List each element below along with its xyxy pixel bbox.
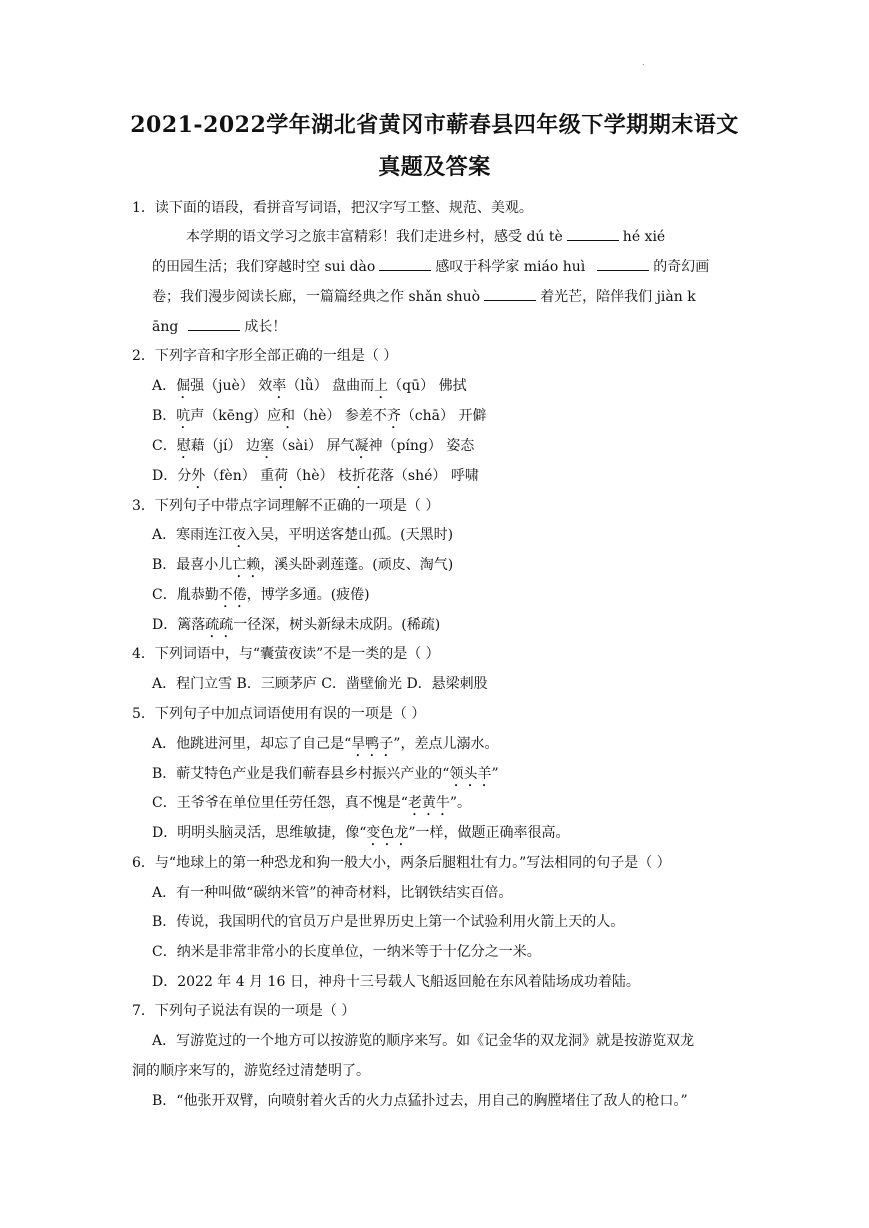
q7-stem: 7．下列句子说法有误的一项是（ ） [132,1003,356,1019]
q5-stem: 5．下列句子中加点词语使用有误的一项是（ ） [132,706,426,722]
q1-text-line1 [186,227,665,247]
q1-text: 的奇幻画 [653,259,710,275]
dotted-char: 不倦 [218,587,247,603]
option-text: B．蕲艾特色产业是我们蕲春县乡村振兴产业的“ [152,766,450,782]
option-text: （hè） 参差不 [295,408,387,424]
option-text: C．王爷爷在单位里任劳任怨，真不愧是“ [152,795,408,811]
q1-text: 本学期的语文学习之旅丰富精彩！我们走进乡村，感受 dú tè [186,229,563,245]
q1-text: 的田园生活；我们穿越时空 sui dào [152,259,376,275]
dotted-char: 折 [351,468,366,484]
option-text: ” [491,766,499,782]
option-text: （hè） 枝 [288,468,352,484]
q4-options: A．程门立雪 B．三顾茅庐 C．凿壁偷光 D．悬梁刺股 [152,676,488,692]
option-text: A．寒雨连江 [152,527,233,543]
option-text: ”。 [449,795,472,811]
option-text: D．明明头脑灵活，思维敏捷，像“ [152,825,367,841]
option-text: C． [152,438,177,454]
q2-option-c [152,436,474,462]
q4-stem: 4．下列词语中，与“囊萤夜读”不是一类的是（ ） [132,646,440,662]
dotted-char: 率 [272,378,287,394]
q1-stem: 1．读下面的语段，看拼音写词语，把汉字写工整、规范、美观。 [132,200,533,216]
option-text: （sài） 屏气 [274,438,355,454]
q1-text: 感叹于科学家 miáo huì [435,259,586,275]
option-text: 声（kēng）应 [190,408,282,424]
option-text: （chā） 开僻 [400,408,487,424]
dotted-char: 凝 [354,438,369,454]
q3-option-b [152,555,453,581]
option-text: C．胤恭勤 [152,587,219,603]
option-text: ”，差点儿溺水。 [393,736,499,752]
q5-option-b [152,764,499,790]
answer-blank[interactable] [567,228,619,241]
q1-text-line4 [152,317,286,337]
dotted-char: 和 [281,408,296,424]
q6-option-b: B．传说，我国明代的官员万户是世界历史上第一个试验利用火箭上天的人。 [152,914,625,930]
dotted-char: 荷 [274,468,289,484]
answer-blank[interactable] [188,318,240,331]
option-text: 神（píng） 姿态 [368,438,475,454]
dotted-char: 疏疏 [205,617,234,633]
dotted-char: 夜 [232,527,247,543]
q3-option-a [152,525,453,551]
option-text: A． [152,378,177,394]
dotted-char: 亡赖 [232,557,261,573]
dotted-char: 变色龙 [366,825,409,841]
option-text: 强（juè） 效 [190,378,273,394]
q2-option-b [152,406,486,432]
option-text: ”一样，做题正确率很高。 [408,825,570,841]
option-text: （qū） 佛拭 [388,378,467,394]
q3-stem: 3．下列句子中带点字词理解不正确的一项是（ ） [132,498,440,514]
q6-option-d: D．2022 年 4 月 16 日，神舟十三号载人飞船返回舱在东风着陆场成功着陆。 [152,974,640,990]
q1-text: 成长！ [244,319,287,335]
q7-option-b: B．“他张开双臂，向喷射着火舌的火力点猛扑过去，用自己的胸膛堵住了敌人的枪口。” [152,1093,688,1109]
option-text: ，博学多通。(疲倦) [246,587,370,603]
page-title-line2: 真题及答案 [378,154,491,180]
q2-option-a [152,376,467,402]
q1-text-line2 [152,257,709,277]
dotted-char: 上 [374,378,389,394]
option-text: 一径深，树头新绿未成阴。(稀疏) [233,617,441,633]
q7-option-a-line1: A．写游览过的一个地方可以按游览的顺序来写。如《记金华的双龙洞》就是按游览双龙 [152,1033,695,1049]
option-text: D．分 [152,468,192,484]
dotted-char: 旱鸭子 [351,736,394,752]
q6-stem: 6．与“地球上的第一种恐龙和狗一般大小，两条后腿粗壮有力。”写法相同的句子是（ ） [132,855,671,871]
dotted-char: 外 [191,468,206,484]
option-text: ，溪头卧剥莲蓬。(顽皮、淘气) [260,557,454,573]
dotted-char: 领头羊 [449,766,492,782]
option-text: B．最喜小儿 [152,557,233,573]
q2-stem: 2．下列字音和字形全部正确的一组是（ ） [132,348,398,364]
option-text: 入吴，平明送客楚山孤。(天黑时) [246,527,454,543]
dotted-char: 倔 [176,378,191,394]
q1-text-line3 [152,287,696,307]
q1-text: hé xié [622,229,666,245]
q1-text: 卷；我们漫步阅读长廊，一篇篇经典之作 shǎn shuò [152,289,481,305]
q1-text: 着光芒，陪伴我们 jiàn k [540,289,696,305]
option-text: 花落（shé） 呼啸 [365,468,479,484]
header-mark: . [642,58,645,67]
answer-blank[interactable] [597,258,649,271]
option-text: A．他跳进河里，却忘了自己是“ [152,736,352,752]
option-text: D．篱落 [152,617,206,633]
dotted-char: 吭 [176,408,191,424]
option-text: 藉（jí） 边 [190,438,260,454]
q7-option-a-line2: 洞的顺序来写的，游览经过清楚明了。 [132,1063,370,1079]
option-text: （lǜ） 盘曲而 [286,378,375,394]
page-title: 2021-2022学年湖北省黄冈市蕲春县四年级下学期期末语文 [130,112,739,138]
q5-option-c [152,793,471,819]
dotted-char: 老黄牛 [407,795,450,811]
dotted-char: 齐 [386,408,401,424]
dotted-char: 塞 [260,438,274,454]
q3-option-c [152,585,370,611]
option-text: B． [152,408,177,424]
dotted-char: 慰 [176,438,191,454]
q2-option-d [152,466,479,492]
q3-option-d [152,615,440,641]
q5-option-d [152,823,570,849]
q5-option-a [152,734,498,760]
answer-blank[interactable] [379,258,431,271]
q6-option-c: C．纳米是非常非常小的长度单位，一纳米等于十亿分之一米。 [152,944,541,960]
q1-text: āng [152,319,179,335]
option-text: （fèn） 重 [205,468,275,484]
q6-option-a: A．有一种叫做“碳纳米管”的神奇材料，比钢铁结实百倍。 [152,885,513,901]
answer-blank[interactable] [484,288,536,301]
